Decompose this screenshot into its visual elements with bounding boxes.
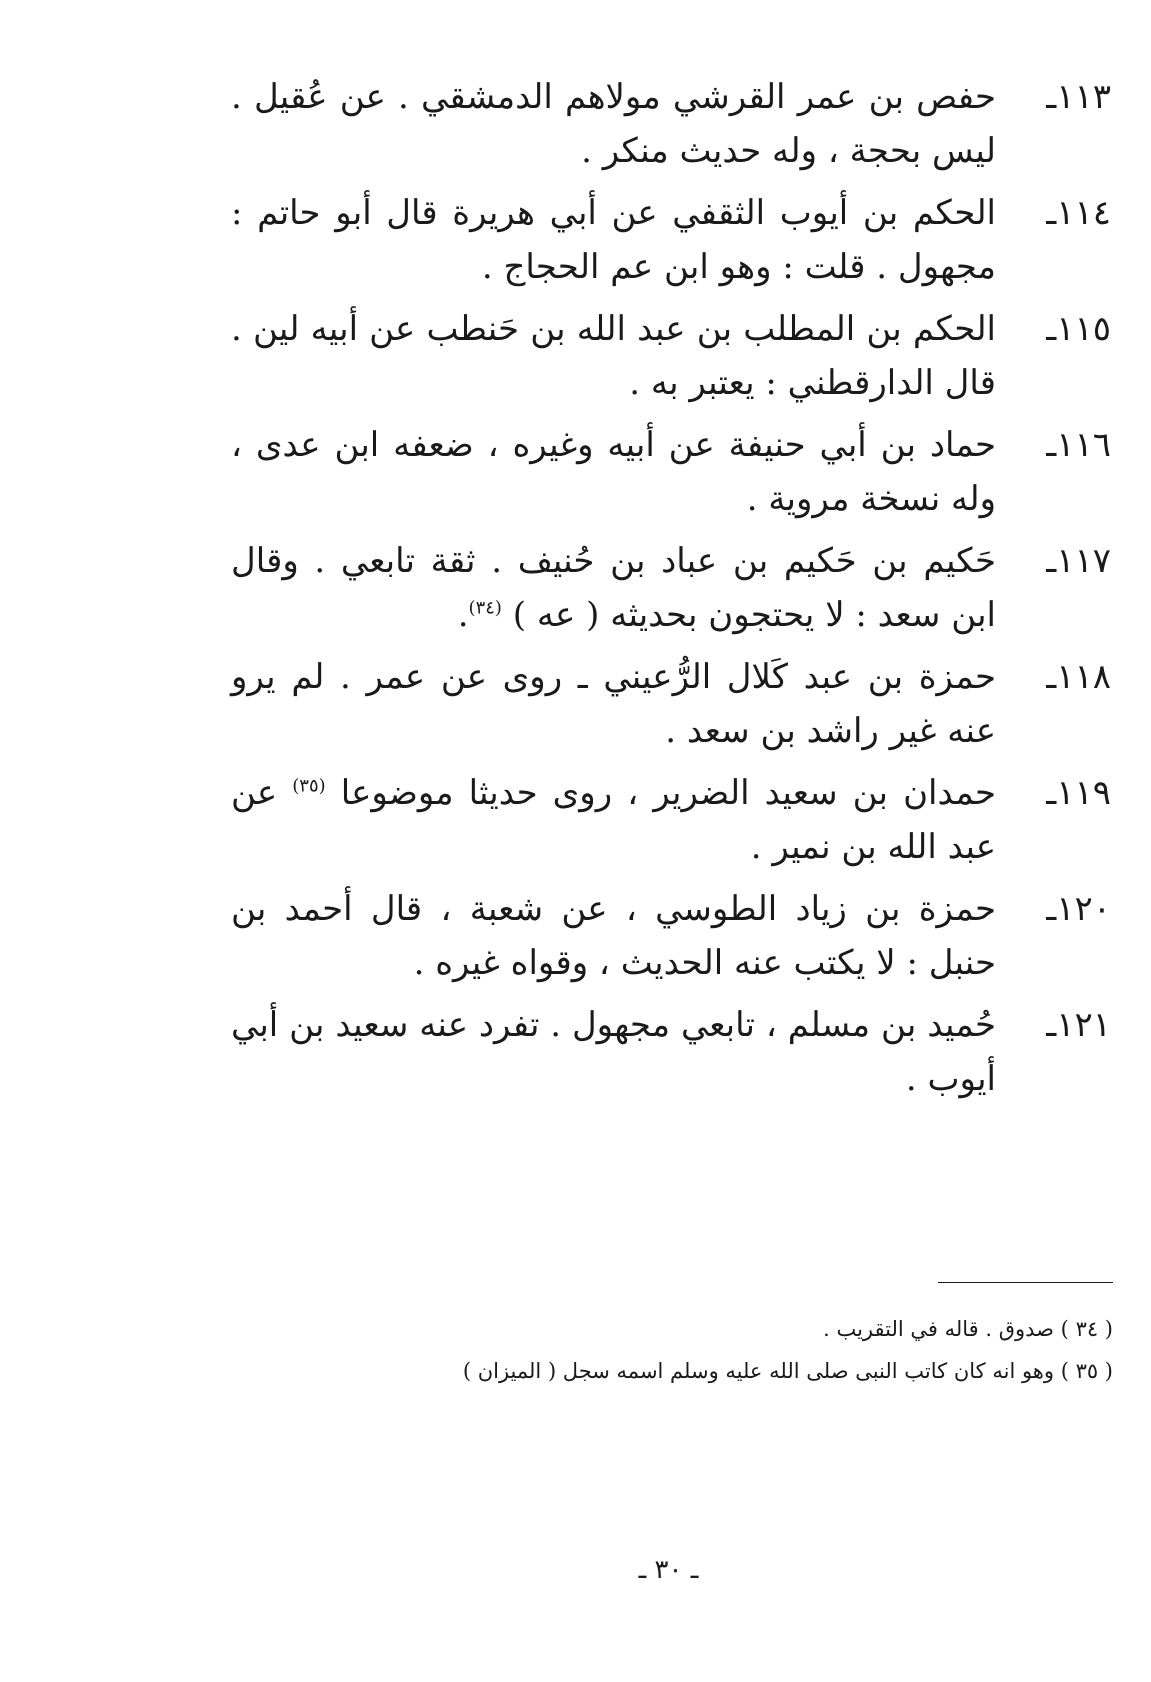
- entry-121: [231, 998, 1111, 1106]
- entry-text: حمزة بن عبد كَلال الرُّعيني ـ روى عن عمر . لم يرو عنه غير راشد بن سعد .: [231, 657, 996, 751]
- entry-text: حمزة بن زياد الطوسي ، عن شعبة ، قال أحمد بن حنبل : لا يكتب عنه الحديث ، وقواه غيره .: [231, 889, 996, 983]
- page-number: ـ ٣٠ ـ: [638, 1555, 699, 1585]
- entry-114: [231, 186, 1111, 294]
- entry-text-part: .: [457, 595, 469, 635]
- entry-number: ١١٧ـ: [1046, 541, 1111, 581]
- footnotes: [233, 1308, 1113, 1392]
- entry-119: [231, 766, 1111, 874]
- entries-list: [231, 70, 1111, 1114]
- entry-113: [231, 70, 1111, 178]
- entry-text: حفص بن عمر القرشي مولاهم الدمشقي . عن عُقيل . ليس بحجة ، وله حديث منكر .: [231, 77, 996, 171]
- entry-text: [231, 766, 996, 874]
- entry-number: ١٢٠ـ: [1046, 889, 1111, 929]
- entry-text-part: عن عبد الله بن نمير .: [231, 773, 996, 867]
- footnote-35: ( ٣٥ ) وهو انه كان كاتب النبى صلى الله عليه وسلم اسمه سجل ( الميزان ): [462, 1359, 1113, 1383]
- entry-number: ١١٣ـ: [1046, 77, 1111, 117]
- entry-text: حُميد بن مسلم ، تابعي مجهول . تفرد عنه سعيد بن أبي أيوب .: [231, 1005, 996, 1099]
- entry-118: [231, 650, 1111, 758]
- footnote-divider: [938, 1282, 1113, 1283]
- footnote-34: ( ٣٤ ) صدوق . قاله في التقريب .: [823, 1317, 1113, 1341]
- entry-number: ١١٨ـ: [1046, 657, 1111, 697]
- entry-text: الحكم بن المطلب بن عبد الله بن حَنطب عن أبيه لين . قال الدارقطني : يعتبر به .: [231, 309, 996, 403]
- entry-text: حماد بن أبي حنيفة عن أبيه وغيره ، ضعفه ابن عدى ، وله نسخة مروية .: [231, 425, 996, 519]
- entry-number: ١١٥ـ: [1046, 309, 1111, 349]
- entry-number: ١١٦ـ: [1046, 425, 1111, 465]
- entry-120: [231, 882, 1111, 990]
- entry-text: الحكم بن أيوب الثقفي عن أبي هريرة قال أبو حاتم : مجهول . قلت : وهو ابن عم الحجاج .: [231, 193, 996, 287]
- entry-text-part: حَكيم بن حَكيم بن عباد بن حُنيف . ثقة تابعي . وقال ابن سعد : لا يحتجون بحديثه ( عه ): [231, 541, 996, 635]
- entry-number: ١٢١ـ: [1046, 1005, 1111, 1045]
- entry-number: ١١٤ـ: [1046, 193, 1111, 233]
- entry-115: [231, 302, 1111, 410]
- footnote-ref-34[interactable]: (٣٤): [468, 597, 502, 619]
- footnote-ref-35[interactable]: (٣٥): [292, 775, 326, 797]
- entry-116: [231, 418, 1111, 526]
- entry-text-part: حمدان بن سعيد الضرير ، روى حديثا موضوعا: [340, 773, 997, 813]
- entry-number: ١١٩ـ: [1046, 773, 1111, 813]
- entry-text: [231, 534, 996, 642]
- entry-117: [231, 534, 1111, 642]
